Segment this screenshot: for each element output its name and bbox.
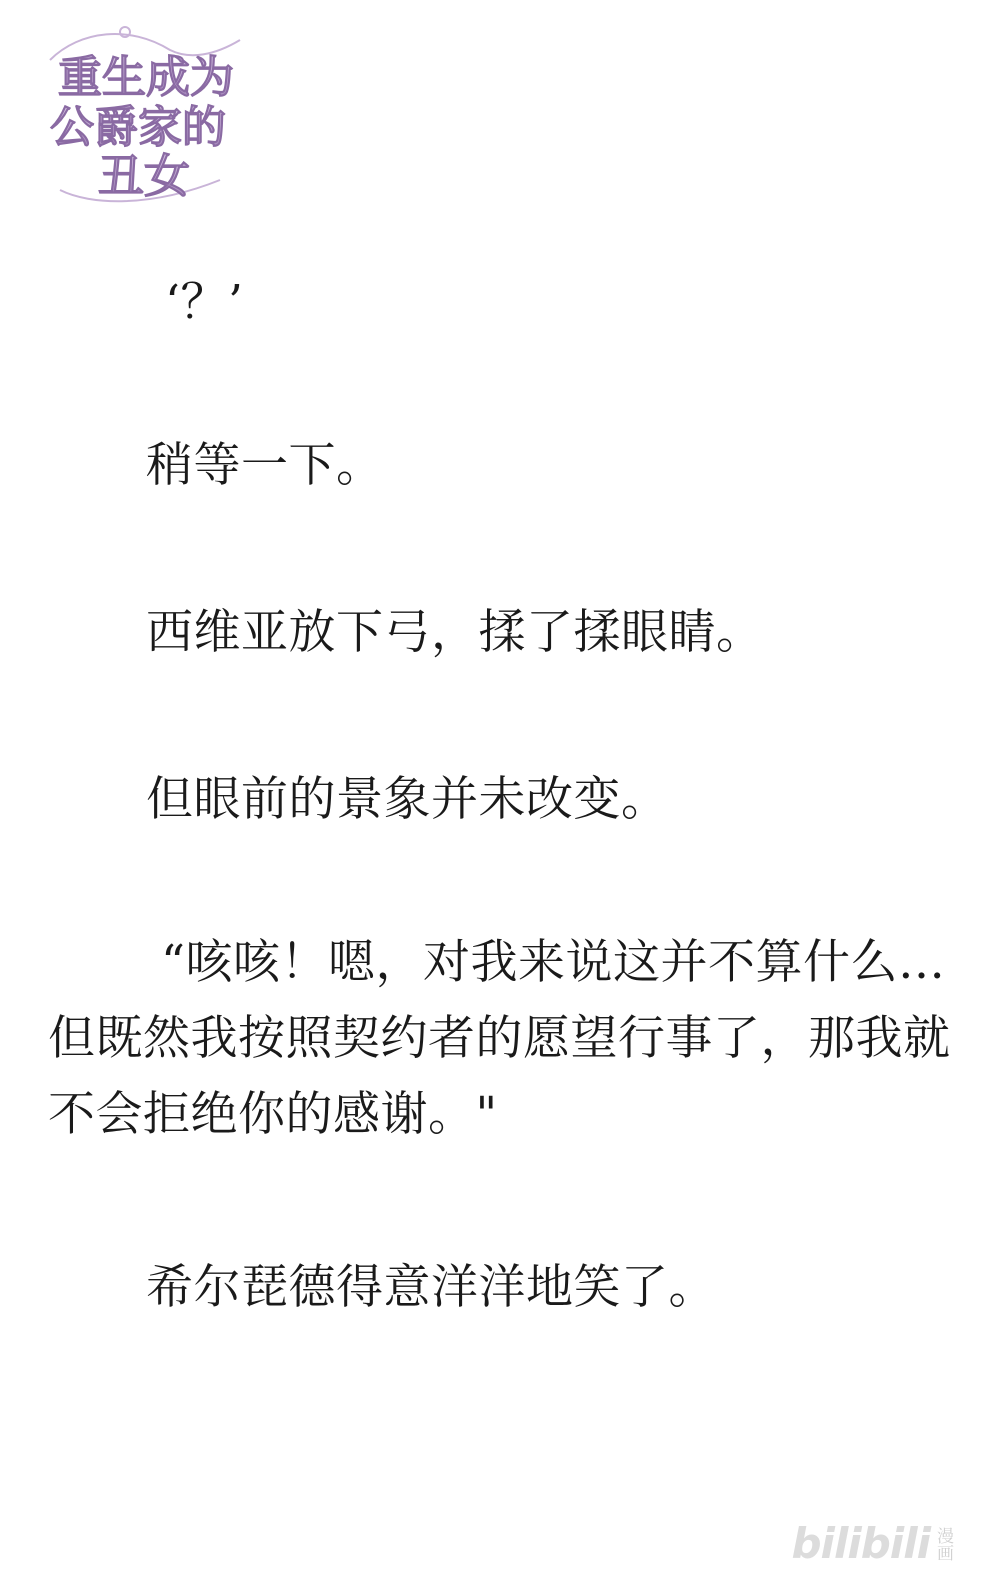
paragraph-dialogue: “咳咳！嗯，对我来说这并不算什么…但既然我按照契约者的愿望行事了，那我就不会拒绝你的感谢。" [48,935,951,1142]
bilibili-watermark [791,1519,970,1568]
watermark-brand: bilibili [791,1519,930,1568]
paragraph-2: 稍等一下。 [146,438,384,493]
paragraph-thought: ‘？’ [165,275,244,330]
watermark-sub: 漫画 [933,1526,953,1561]
paragraph-4: 但眼前的景象并未改变。 [146,772,669,827]
svg-text:公爵家的: 公爵家的 [50,102,226,153]
paragraph-6: 希尔琵德得意洋洋地笑了。 [146,1260,716,1315]
svg-text:重生成为: 重生成为 [58,52,234,103]
title-logo-art [40,20,260,210]
svg-text:丑女: 丑女 [98,149,190,203]
paragraph-3: 西维亚放下弓，揉了揉眼睛。 [146,605,764,660]
title-logo [40,20,260,210]
